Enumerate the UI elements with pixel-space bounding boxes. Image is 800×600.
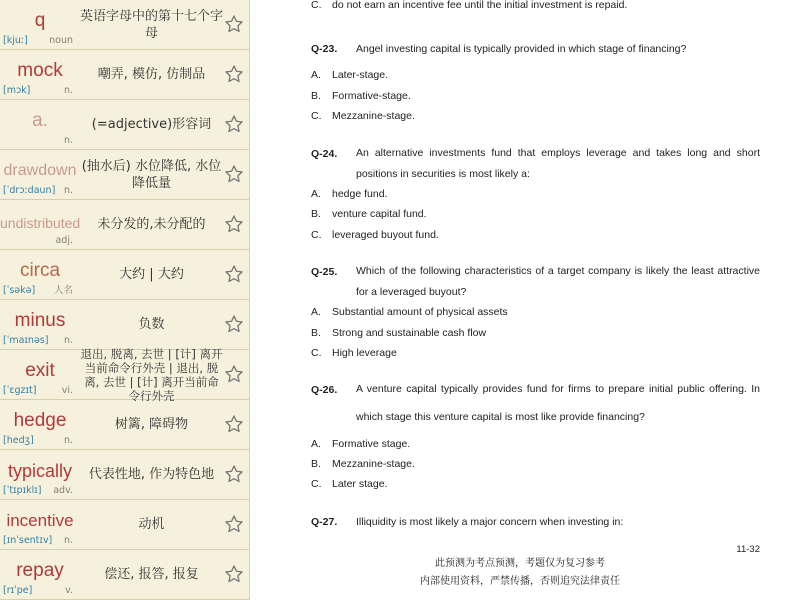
option-letter: B. [311, 208, 321, 220]
vocab-row-minus[interactable] [0, 300, 250, 350]
vocab-word: minus [14, 310, 66, 331]
question-number: Q-24. [311, 148, 338, 160]
question-text: for a leveraged buyout? [356, 286, 467, 298]
star-icon[interactable] [224, 114, 244, 134]
star-icon[interactable] [224, 414, 244, 434]
vocab-definition: 动机 [138, 517, 165, 532]
option-letter: A. [311, 306, 321, 318]
vocab-row-incentive[interactable] [0, 500, 250, 550]
vocab-row-repay[interactable] [0, 550, 250, 600]
vocab-pos: n. [63, 335, 73, 346]
option-text: Formative stage. [332, 438, 411, 450]
option-text: venture capital fund. [332, 208, 427, 220]
vocab-row-a[interactable] [0, 100, 250, 150]
star-icon[interactable] [224, 514, 244, 534]
option-letter: C. [311, 229, 322, 241]
vocab-row-q[interactable] [0, 0, 250, 50]
vocab-pos: noun [49, 35, 73, 46]
vocab-definition: 大约 | 大约 [119, 267, 184, 282]
vocab-row-mock[interactable] [0, 50, 250, 100]
vocab-pos: 人名 [53, 285, 73, 296]
star-icon[interactable] [224, 14, 244, 34]
question-page [250, 0, 800, 600]
question-text: positions in securities is most likely a: [356, 168, 530, 180]
vocab-row-circa[interactable] [0, 250, 250, 300]
option-text: Mezzanine-stage. [332, 110, 415, 122]
option-letter: C. [311, 0, 322, 11]
vocab-word: exit [25, 360, 55, 381]
vocab-row-typically[interactable] [0, 450, 250, 500]
question-number: Q-25. [311, 266, 338, 278]
vocab-phonetic: [ˈɛgzɪt] [3, 385, 37, 396]
vocab-definition: 代表性地, 作为特色地 [88, 467, 215, 482]
vocab-row-exit[interactable] [0, 346, 250, 403]
vocab-word: a. [32, 110, 48, 131]
option-letter: C. [311, 110, 322, 122]
option-letter: A. [311, 438, 321, 450]
option-text: leveraged buyout fund. [332, 229, 439, 241]
vocab-word: repay [16, 560, 64, 581]
star-icon[interactable] [224, 264, 244, 284]
vocab-phonetic: [ˈsəkə] [3, 285, 36, 296]
vocab-pos: n. [63, 185, 73, 196]
option-letter: C. [311, 478, 322, 490]
vocab-word: incentive [6, 511, 74, 530]
vocab-pos: n. [63, 535, 73, 546]
option-letter: B. [311, 327, 321, 339]
option-text: Later stage. [332, 478, 388, 490]
star-icon[interactable] [224, 64, 244, 84]
vocab-definition: 树篱, 障碍物 [114, 417, 189, 432]
star-icon[interactable] [224, 314, 244, 334]
vocab-definition: 未分发的,未分配的 [97, 217, 206, 232]
star-icon[interactable] [224, 164, 244, 184]
vocab-pos: vi. [61, 385, 73, 396]
vocab-phonetic: [hedʒ] [3, 435, 34, 446]
vocab-pos: n. [63, 85, 73, 96]
vocab-phonetic: [rɪˈpe] [3, 585, 33, 596]
vocab-definition: (抽水后) 水位降低, 水位降低量 [81, 158, 222, 191]
star-icon[interactable] [224, 564, 244, 584]
option-text: Formative-stage. [332, 90, 411, 102]
vocab-phonetic: [ˈmaɪnəs] [3, 335, 49, 346]
vocab-row-drawdown[interactable] [0, 150, 250, 200]
footer-notice: 此预测为考点预测，考题仅为复习参考 [435, 558, 605, 569]
vocab-word: circa [19, 260, 61, 281]
question-text: A venture capital typically provides fund for firms to prepare initial public offering. In [356, 383, 760, 395]
option-text: Later-stage. [332, 69, 389, 81]
vocab-pos: v. [65, 585, 73, 596]
vocab-definition: 负数 [138, 317, 165, 332]
question-text: which stage this venture capital is most like provide financing? [356, 411, 645, 423]
option-text: Strong and sustainable cash flow [332, 327, 487, 339]
option-letter: C. [311, 347, 322, 359]
vocab-pos: adj. [55, 235, 73, 246]
vocab-definition: 偿还, 报答, 报复 [104, 567, 199, 582]
vocab-phonetic: [ˈtɪpɪklɪ] [3, 485, 42, 496]
vocab-pos: adv. [53, 485, 73, 496]
question-text: An alternative investments fund that employs leverage and takes long and short [356, 147, 760, 159]
option-text: hedge fund. [332, 188, 388, 200]
option-text: do not earn an incentive fee until the initial investment is repaid. [332, 0, 628, 11]
vocab-definition: (=adjective)形容词 [91, 117, 212, 132]
question-text: Angel investing capital is typically provided in which stage of financing? [356, 43, 687, 55]
vocab-definition: 退出, 脱离, 去世 | [计] 离开当前命令行外壳 | 退出, 脱离, 去世 | [计] 离开当前命令行外壳 [80, 346, 223, 403]
vocab-row-undistributed[interactable] [0, 200, 250, 250]
option-letter: B. [311, 90, 321, 102]
question-number: Q-23. [311, 43, 338, 55]
footer-notice: 内部使用资料，严禁传播，否则追究法律责任 [420, 576, 620, 587]
vocab-phonetic: [kjuː] [3, 35, 28, 46]
vocab-definition: 嘲弄, 模仿, 仿制品 [97, 67, 206, 82]
question-text: Which of the following characteristics of a target company is likely the least attractive [356, 265, 760, 277]
vocab-phonetic: [ɪnˈsentɪv] [3, 535, 53, 546]
option-letter: B. [311, 458, 321, 470]
star-icon[interactable] [224, 464, 244, 484]
vocab-word: hedge [13, 410, 67, 431]
option-text: High leverage [332, 347, 397, 359]
question-number: Q-26. [311, 384, 338, 396]
option-letter: A. [311, 69, 321, 81]
vocab-word: q [34, 10, 46, 31]
vocab-phonetic: [mɔk] [3, 85, 31, 96]
vocabulary-list [0, 0, 250, 600]
option-text: Mezzanine-stage. [332, 458, 415, 470]
question-number: Q-27. [311, 516, 338, 528]
vocab-definition: 英语字母中的第十七个字母 [80, 8, 224, 41]
vocab-word: mock [17, 60, 63, 81]
vocab-word: drawdown [3, 162, 77, 179]
option-letter: A. [311, 188, 321, 200]
vocab-word: typically [7, 461, 73, 481]
vocab-pos: n. [63, 435, 73, 446]
question-text: Illiquidity is most likely a major concern when investing in: [356, 516, 624, 528]
vocab-phonetic: [ˈdrɔːdaun] [3, 185, 56, 196]
star-icon[interactable] [224, 214, 244, 234]
vocab-row-hedge[interactable] [0, 400, 250, 450]
star-icon[interactable] [224, 364, 244, 384]
vocab-word: undistributed [0, 215, 81, 231]
page-number: 11-32 [736, 544, 760, 555]
option-text: Substantial amount of physical assets [332, 306, 508, 318]
vocab-pos: n. [63, 135, 73, 146]
